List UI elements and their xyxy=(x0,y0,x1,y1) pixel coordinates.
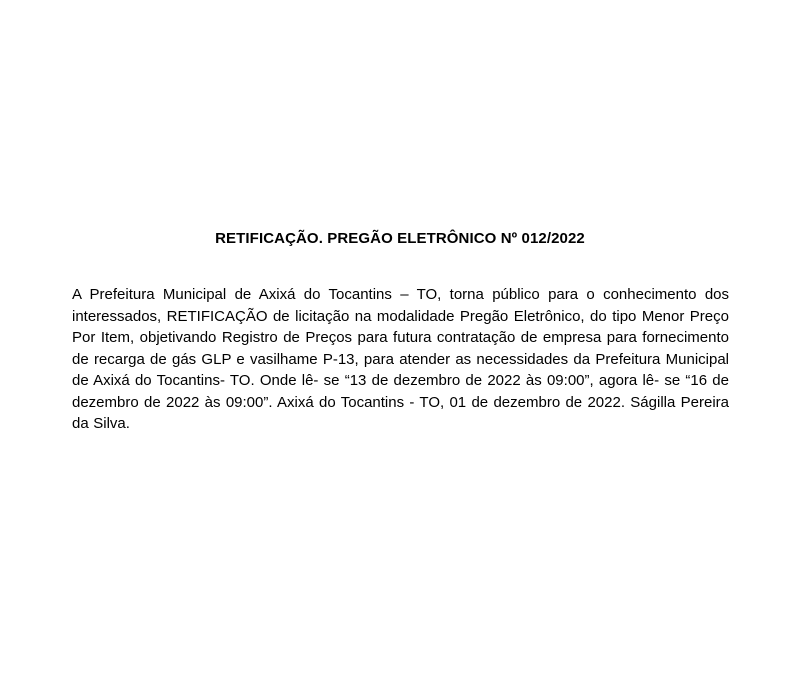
document-body xyxy=(72,284,729,435)
document-paragraph: A Prefeitura Municipal de Axixá do Tocantins – TO, torna público para o conhecimento dos interessados, RETIFICAÇÃO de licitação na modalidade Pregão Eletrônico, do tipo Menor Preço Por Item, objetivando Registro de Preços para futura contratação de empresa para fornecimento de recarga de gás GLP e vasilhame P-13, para atender as necessidades da Prefeitura Municipal de Axixá do Tocantins- TO. Onde lê- se “13 de dezembro de 2022 às 09:00”, agora lê- se “16 de dezembro de 2022 às 09:00”. Axixá do Tocantins - TO, 01 de dezembro de 2022. Ságilla Pereira da Silva. xyxy=(72,286,729,432)
document-title: RETIFICAÇÃO. PREGÃO ELETRÔNICO Nº 012/2022 xyxy=(215,230,585,247)
